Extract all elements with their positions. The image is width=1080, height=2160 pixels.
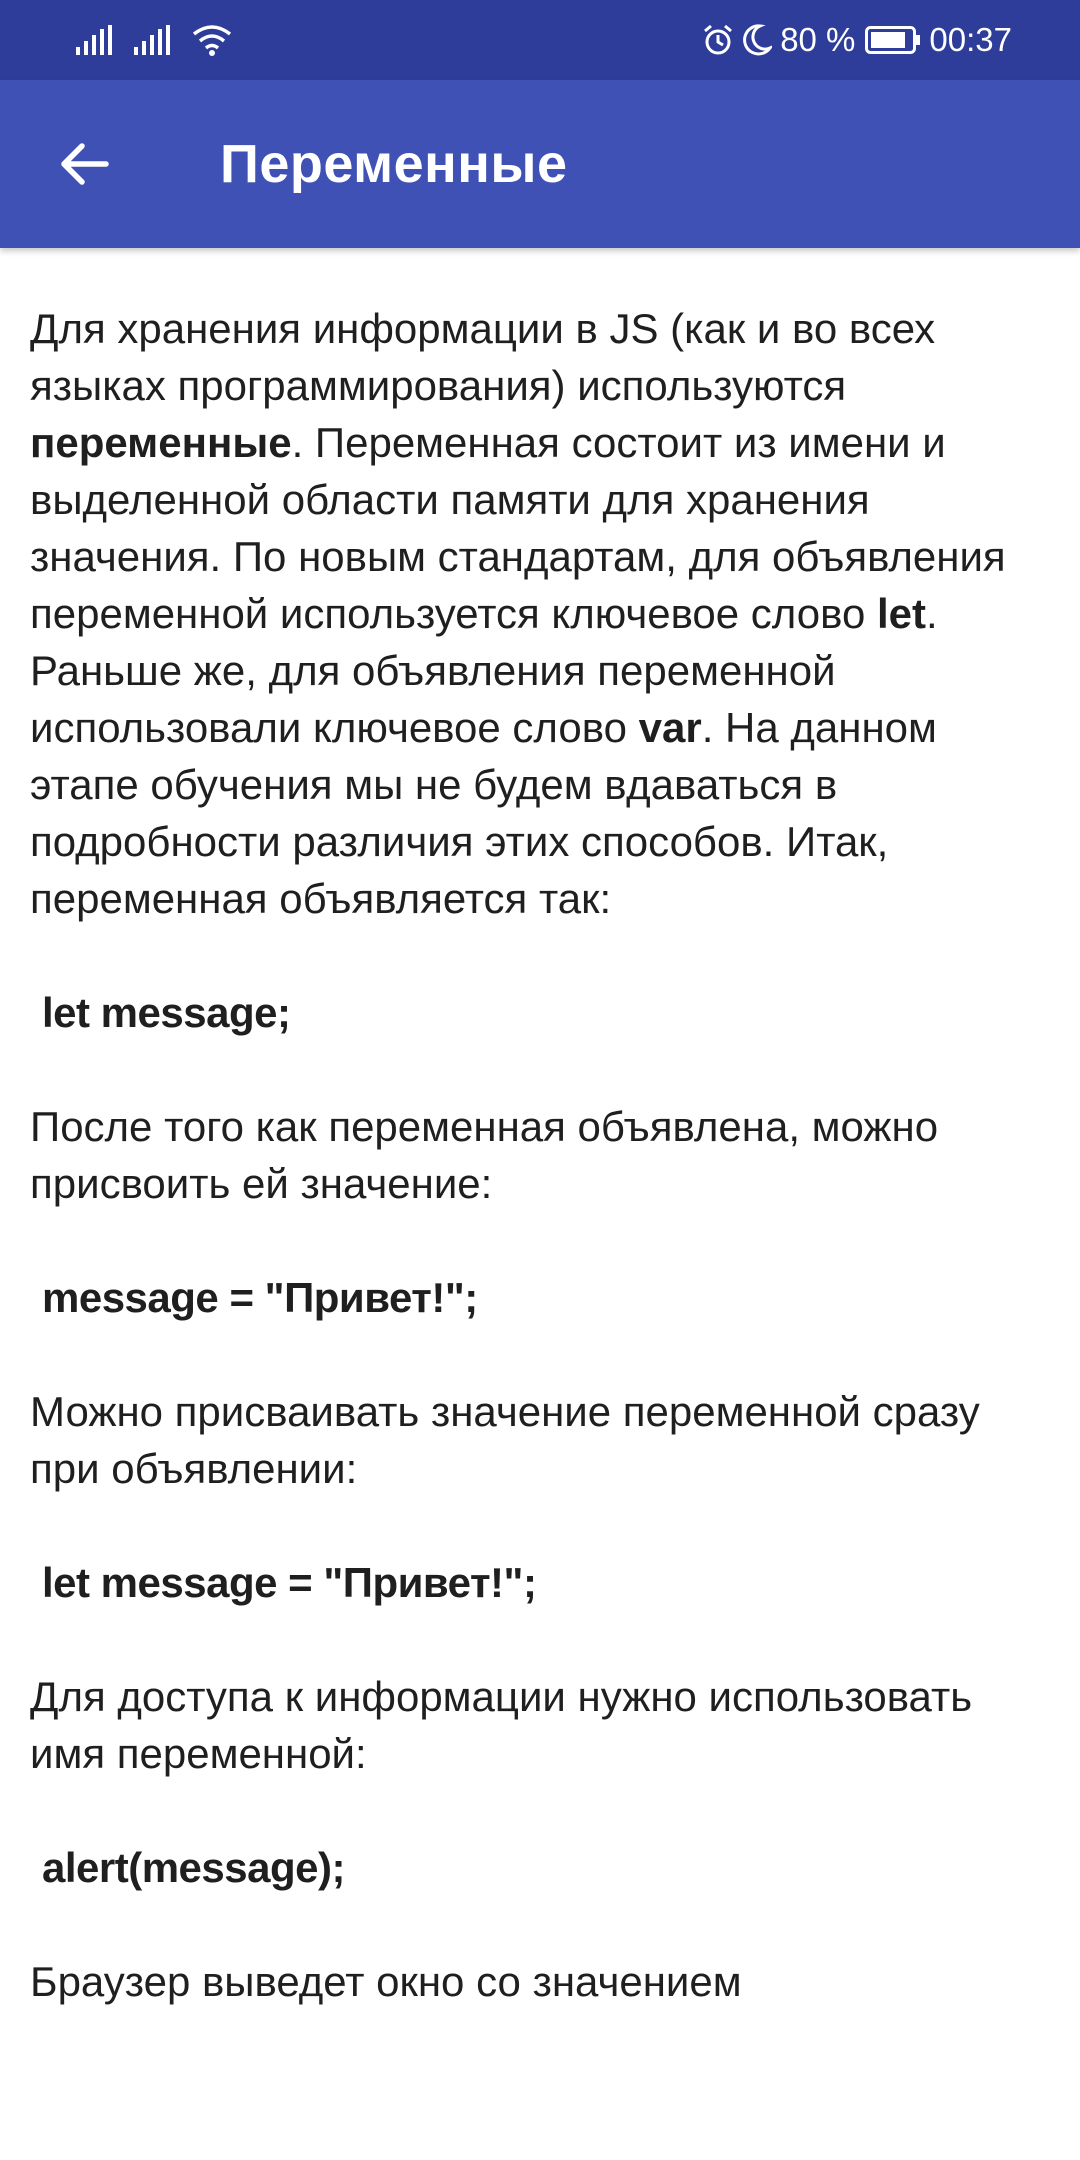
clock: 00:37 — [929, 21, 1012, 58]
status-right — [702, 21, 1022, 59]
paragraph-browser: Браузер выведет окно со значением — [30, 1958, 742, 2005]
back-button[interactable] — [36, 116, 132, 212]
code-snippet: let message; — [42, 989, 291, 1036]
keyword-variables: переменные — [30, 419, 292, 466]
moon-icon — [742, 24, 772, 56]
code-snippet: let message = "Привет!"; — [42, 1559, 537, 1606]
battery-icon — [865, 26, 921, 54]
signal-icon — [76, 25, 112, 55]
paragraph-intro: Для хранения информации в JS (как и во всех языках программирования) используются переменные. Переменная состоит из имени и выделенной области памяти для хранения значения. По новым стандартам, для объявления переменной используется ключевое слово let. Раньше же, для объявления переменной использовали ключевое слово var. На данном этапе обучения мы не будем вдаваться в подробности различия этих способов. Итак, переменная объявляется так: — [30, 305, 1006, 922]
page-title: Переменные — [220, 134, 568, 194]
battery-percent: 80 % — [780, 21, 856, 58]
code-snippet: message = "Привет!"; — [42, 1274, 478, 1321]
paragraph-access: Для доступа к информации нужно использовать имя переменной: — [30, 1673, 973, 1777]
arrow-left-icon — [58, 138, 110, 190]
alarm-icon — [702, 24, 734, 56]
status-left — [76, 24, 254, 56]
status-bar — [0, 0, 1080, 80]
signal-icon — [134, 25, 170, 55]
keyword-let: let — [877, 590, 927, 637]
toolbar — [0, 80, 1080, 248]
keyword-var: var — [638, 704, 702, 751]
code-snippet: alert(message); — [42, 1844, 345, 1891]
wifi-icon — [192, 24, 232, 56]
article-content — [30, 248, 1050, 2010]
paragraph-assign: После того как переменная объявлена, можно присвоить ей значение: — [30, 1103, 939, 1207]
paragraph-declare-assign: Можно присваивать значение переменной сразу при объявлении: — [30, 1388, 980, 1492]
